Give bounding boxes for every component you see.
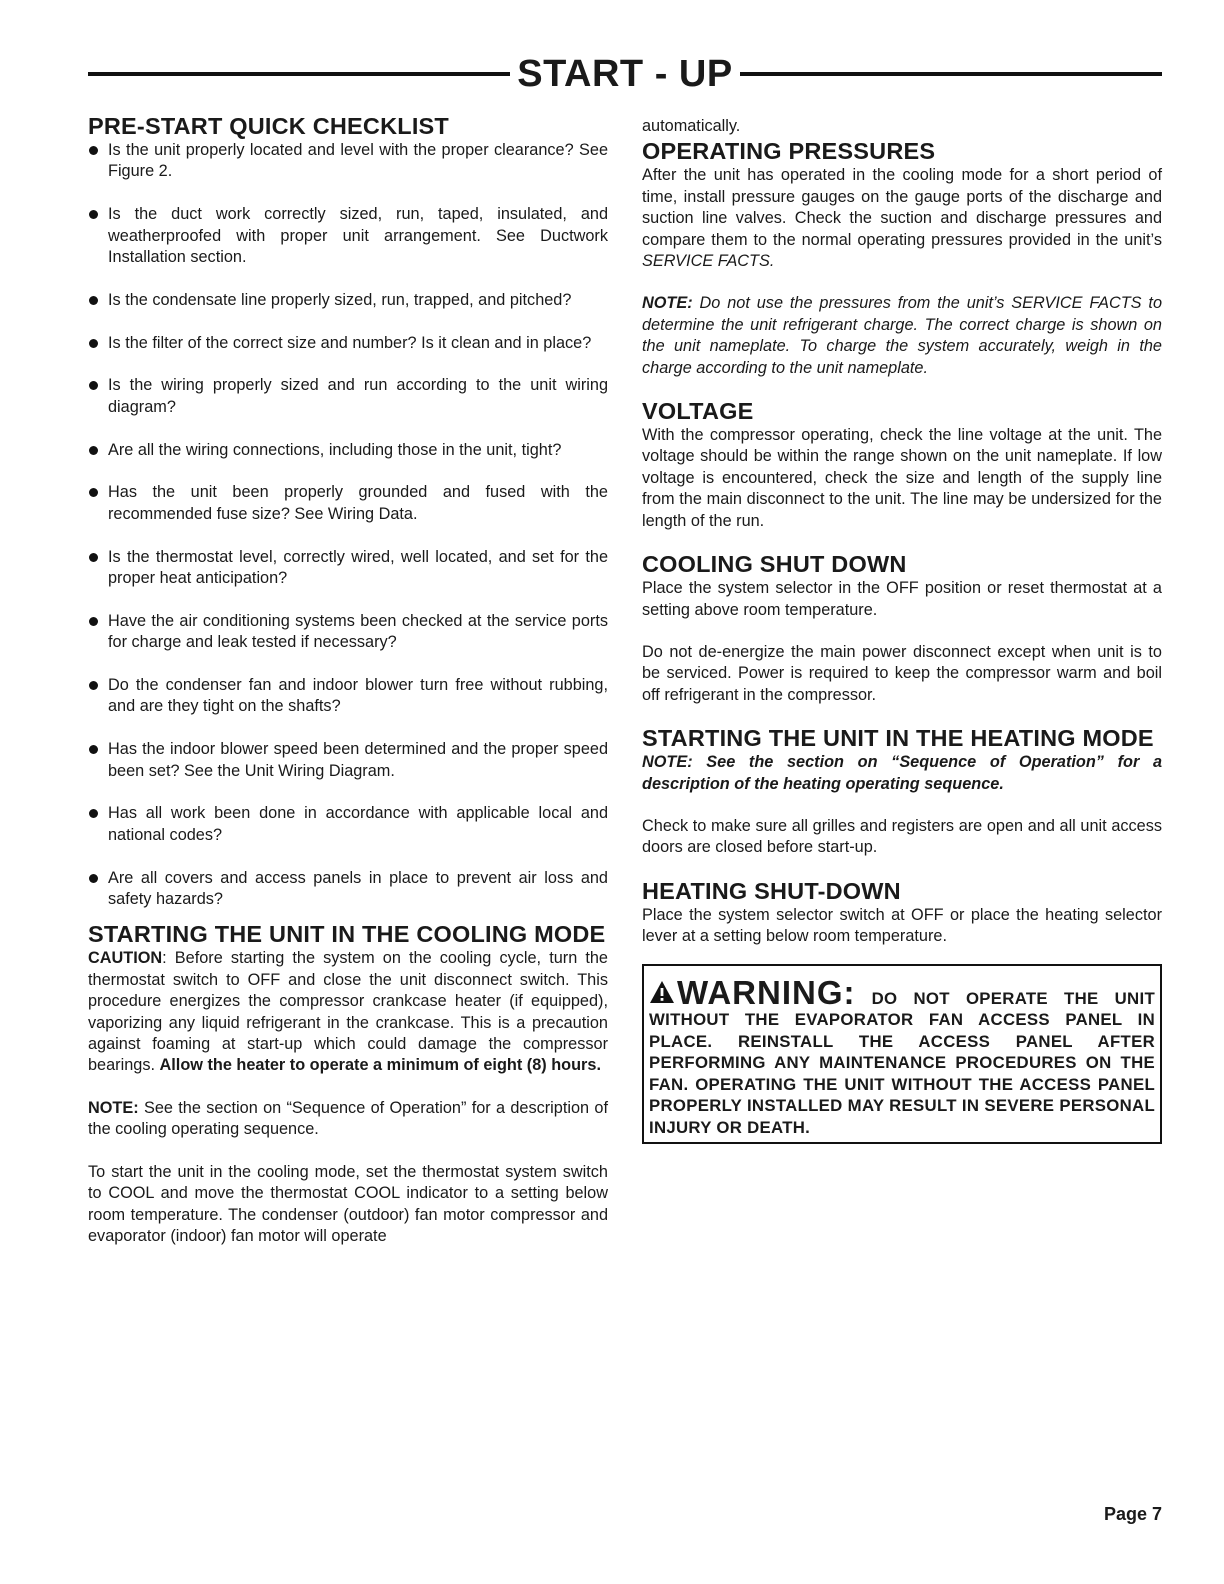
checklist-item: Is the condensate line properly sized, run, trapped, and pitched? [88,290,608,311]
checklist-item: Has the indoor blower speed been determined and the proper speed been set? See the Unit Wiring Diagram. [88,739,608,782]
checklist-item: Are all the wiring connections, including those in the unit, tight? [88,440,608,461]
bullet-icon [89,809,98,818]
section-banner [88,52,1162,98]
checklist-item: Is the unit properly located and level with the proper clearance? See Figure 2. [88,140,608,183]
heating-start-paragraph: Check to make sure all grilles and registers are open and all unit access doors are closed before start-up. [642,816,1162,857]
banner-rule-right [740,72,1162,76]
checklist-item: Is the wiring properly sized and run according to the unit wiring diagram? [88,375,608,418]
heating-note: NOTE: See the section on “Sequence of Operation” for a description of the heating operating sequence. [642,753,1162,793]
bullet-icon [89,146,98,155]
left-column [88,112,608,1247]
bullet-icon [89,446,98,455]
page-title: START - UP [517,53,733,95]
heating-shutdown-paragraph: Place the system selector switch at OFF or place the heating selector lever at a setting below room temperature. [642,905,1162,946]
checklist-item: Has the unit been properly grounded and fused with the recommended fuse size? See Wiring Data. [88,482,608,525]
bullet-icon [89,381,98,390]
checklist-heading: PRE-START QUICK CHECKLIST [88,113,449,139]
bullet-icon [89,617,98,626]
caution-paragraph: CAUTION: Before starting the system on the cooling cycle, turn the thermostat switch to OFF and close the unit disconnect switch. This procedure energizes the compressor crankcase heater (if equipped), vaporizing any liquid refrigerant in the crankcase. This is a precaution against foaming at start-up which could damage the compressor bearings. Allow the heater to operate a minimum of eight (8) hours. [88,949,608,1075]
bullet-icon [89,296,98,305]
bullet-icon [89,745,98,754]
bullet-icon [89,874,98,883]
bullet-icon [89,210,98,219]
heating-shutdown-heading: HEATING SHUT-DOWN [642,877,901,904]
voltage-heading: VOLTAGE [642,398,754,425]
bullet-icon [89,681,98,690]
warning-label: WARNING: [677,973,856,1011]
checklist-item: Is the duct work correctly sized, run, taped, insulated, and weatherproofed with proper unit arrangement. See Ductwork Installation section. [88,204,608,268]
warning-text: DO NOT OPERATE THE UNIT WITHOUT THE EVAPORATOR FAN ACCESS PANEL IN PLACE. REINSTALL THE ACCESS PANEL AFTER PERFORMING ANY MAINTENANCE PROCEDURES ON THE FAN. OPERATING THE UNIT WITHOUT THE ACCESS PANEL PROPERLY INSTALLED MAY RESULT IN SEVERE PERSONAL INJURY OR DEATH. [649,988,1155,1137]
voltage-paragraph: With the compressor operating, check the line voltage at the unit. The voltage should be within the range shown on the unit nameplate. If low voltage is encountered, check the size and length of the supply line from the main disconnect to the unit. The line may be undersized for the length of the run. [642,426,1162,530]
cooling-start-paragraph: To start the unit in the cooling mode, set the thermostat system switch to COOL and move the thermostat COOL indicator to a setting below room temperature. The condenser (outdoor) fan motor compressor and evaporator (indoor) fan motor will operate [88,1162,608,1245]
cooling-note: NOTE: See the section on “Sequence of Operation” for a description of the cooling operating sequence. [88,1098,608,1139]
bullet-icon [89,339,98,348]
cooling-shutdown-heading: COOLING SHUT DOWN [642,551,907,578]
pressures-heading: OPERATING PRESSURES [642,138,936,165]
warning-triangle-icon [649,980,675,1010]
bullet-icon [89,553,98,562]
pressures-paragraph: After the unit has operated in the cooling mode for a short period of time, install pressure gauges on the gauge ports of the discharge and suction line valves. Check the suction and discharge pressures and compare them to the normal operating pressures provided in the unit’s SERVICE FACTS. [642,166,1162,271]
checklist-item: Is the filter of the correct size and number? Is it clean and in place? [88,333,608,354]
checklist-item: Has all work been done in accordance with applicable local and national codes? [88,803,608,846]
continuation-text: automatically. [642,117,741,135]
checklist-item: Have the air conditioning systems been checked at the service ports for charge and leak tested if necessary? [88,611,608,654]
banner-rule-left [88,72,510,76]
checklist-item: Is the thermostat level, correctly wired, well located, and set for the proper heat anticipation? [88,547,608,590]
cooling-shutdown-paragraph-1: Place the system selector in the OFF position or reset thermostat at a setting above room temperature. [642,579,1162,619]
heating-start-heading: STARTING THE UNIT IN THE HEATING MODE [642,725,1154,752]
warning-box [642,964,1162,1145]
page-number: Page 7 [1103,1504,1162,1524]
cooling-shutdown-paragraph-2: Do not de-energize the main power disconnect except when unit is to be serviced. Power is required to keep the compressor warm and boil off refrigerant in the compressor. [642,642,1162,704]
checklist-item: Are all covers and access panels in place to prevent air loss and safety hazards? [88,868,608,911]
bullet-icon [89,488,98,497]
checklist [88,140,608,910]
checklist-item: Do the condenser fan and indoor blower turn free without rubbing, and are they tight on the shafts? [88,675,608,718]
cooling-start-heading: STARTING THE UNIT IN THE COOLING MODE [88,921,606,948]
pressures-note: NOTE: Do not use the pressures from the unit’s SERVICE FACTS to determine the unit refrigerant charge. The correct charge is shown on the unit nameplate. To charge the system accurately, weigh in the charge according to the unit nameplate. [642,294,1162,377]
right-column [642,112,1162,1144]
